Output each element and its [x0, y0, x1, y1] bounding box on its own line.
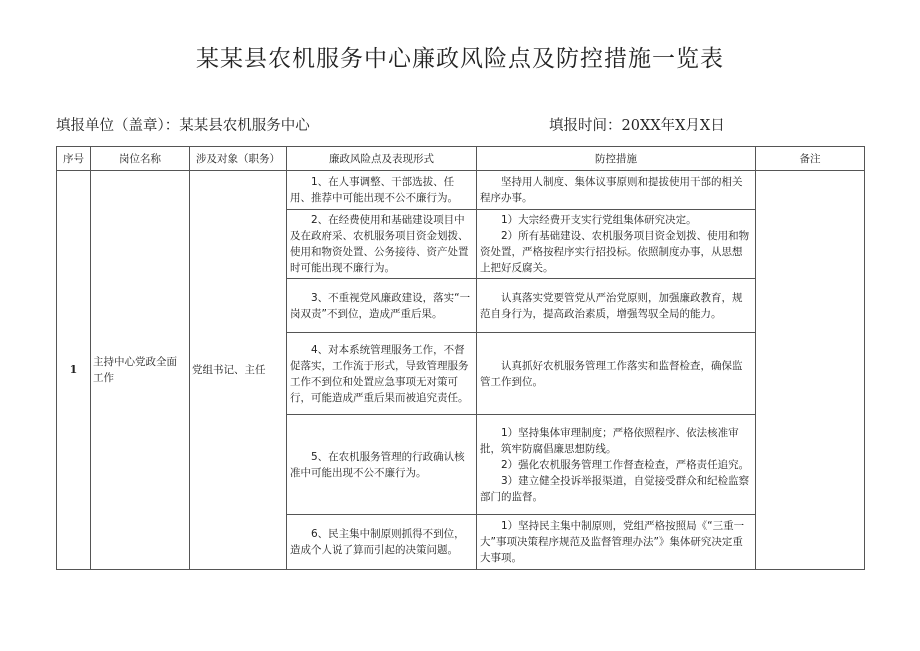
header-risks: 廉政风险点及表现形式 — [287, 147, 477, 171]
header-remarks: 备注 — [756, 147, 865, 171]
risk-point — [287, 415, 477, 515]
control-measures — [477, 171, 756, 210]
measure-text: 认真抓好农机服务管理工作落实和监督检查，确保监管工作到位。 — [480, 359, 743, 388]
risk-text: 5、在农机服务管理的行政确认核准中可能出现不公不廉行为。 — [290, 450, 465, 479]
control-measures — [477, 415, 756, 515]
risk-text: 3、不重视党风廉政建设，落实“一岗双责”不到位，造成严重后果。 — [290, 291, 471, 320]
header-no: 序号 — [57, 147, 91, 171]
table-body — [57, 171, 865, 570]
fill-unit: 填报单位（盖章）：某某县农机服务中心 — [56, 118, 310, 134]
row-number: 1 — [57, 171, 91, 570]
risk-text: 1、在人事调整、干部选拔、任用、推荐中可能出现不公不廉行为。 — [290, 176, 458, 204]
measure-text: 认真落实党要管党从严治党原则，加强廉政教育，规范自身行为，提高政治素质，增强驾驭全局的能力。 — [480, 291, 743, 320]
measure-text: 坚持用人制度、集体议事原则和提拔使用干部的相关程序办事。 — [480, 176, 743, 204]
risk-point — [287, 210, 477, 279]
measure-text: 1）坚持民主集中制原则，党组严格按照局《“三重一大”事项决策程序规范及监督管理办法”》集体研究决定重大事项。 — [480, 520, 745, 564]
control-measures — [477, 210, 756, 279]
header-objects: 涉及对象（职务） — [190, 147, 287, 171]
risk-text: 2、在经费使用和基础建设项目中及在政府采、农机服务项目资金划拨、使用和物资处置、公务接待、资产处置时可能出现不廉行为。 — [290, 214, 469, 274]
control-measures — [477, 279, 756, 333]
measure-text: 2）所有基础建设、农机服务项目资金划拨、使用和物资处置，严格按程序实行招投标。依照制度办事，从思想上把好反腐关。 — [480, 230, 750, 274]
measure-text: 3）建立健全投诉举报渠道，自觉接受群众和纪检监察部门的监督。 — [480, 474, 750, 503]
table-row — [57, 171, 865, 210]
header-measures: 防控措施 — [477, 147, 756, 171]
risk-point — [287, 333, 477, 415]
measure-text: 1）坚持集体审理制度；严格依照程序、依法核准审批，筑牢防腐倡廉思想防线。 — [480, 426, 739, 455]
document-title: 某某县农机服务中心廉政风险点及防控措施一览表 — [196, 46, 724, 72]
remark-cell — [756, 171, 865, 570]
measure-text: 2）强化农机服务管理工作督查检查，严格责任追究。 — [501, 458, 750, 471]
fill-time: 填报时间：20XX年X月X日 — [549, 118, 725, 134]
control-measures — [477, 333, 756, 415]
risk-point — [287, 171, 477, 210]
risk-table — [56, 146, 865, 570]
risk-text: 6、民主集中制原则抓得不到位，造成个人说了算而引起的决策问题。 — [290, 528, 465, 556]
header-position: 岗位名称 — [91, 147, 190, 171]
involved-objects: 党组书记、主任 — [190, 171, 287, 570]
risk-text: 4、对本系统管理服务工作，不督促落实，工作流于形式，导致管理服务工作不到位和处置应急事项无对策可行，可能造成严重后果而被追究责任。 — [290, 343, 469, 404]
table-header-row — [57, 147, 865, 171]
risk-point — [287, 279, 477, 333]
control-measures — [477, 515, 756, 570]
position-name: 主持中心党政全面工作 — [91, 171, 190, 570]
risk-point — [287, 515, 477, 570]
measure-text: 1）大宗经费开支实行党组集体研究决定。 — [501, 214, 697, 226]
